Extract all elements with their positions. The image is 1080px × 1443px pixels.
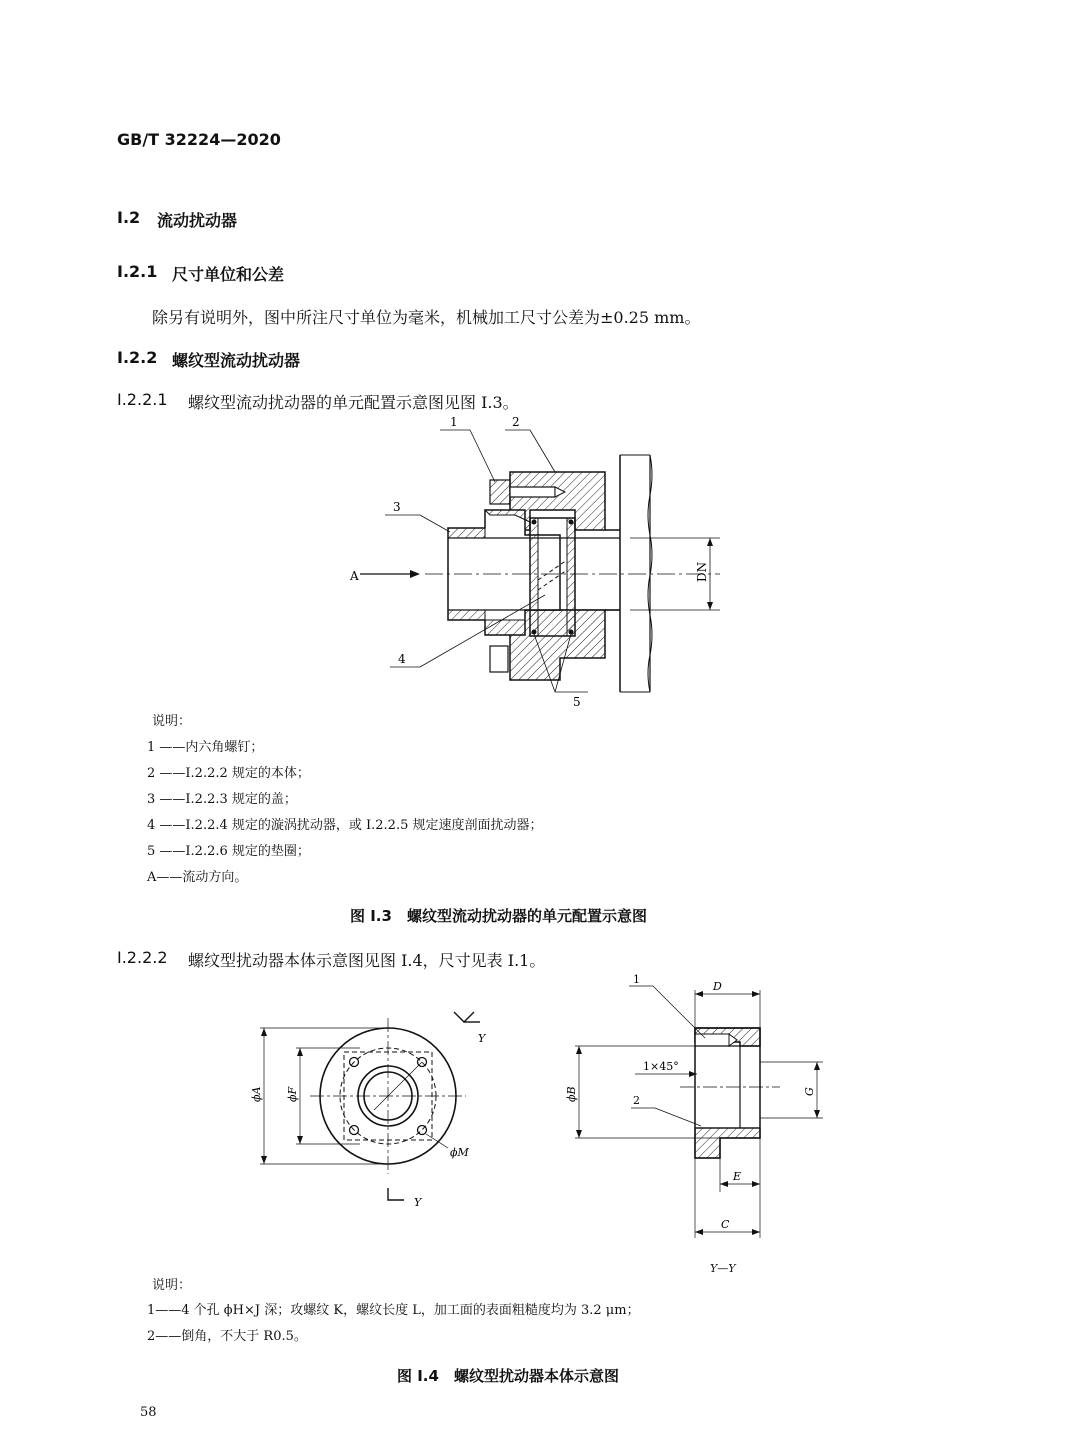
section-I21-number: I.2.1 <box>117 262 158 281</box>
fig3-legend-item: 3 ——I.2.2.3 规定的盖； <box>147 792 297 807</box>
figure-I3-drawing <box>330 410 730 710</box>
fig4-label-c: C <box>721 1218 730 1231</box>
fig4-label-phiM: ϕM <box>450 1146 469 1159</box>
standard-number: GB/T 32224—2020 <box>117 130 281 149</box>
section-I2-title: 流动扰动器 <box>157 211 238 230</box>
fig4-label-e: E <box>733 1170 742 1183</box>
section-I222-text: 螺纹型扰动器本体示意图见图 I.4，尺寸见表 I.1。 <box>188 951 546 970</box>
fig3-label-dn: DN <box>695 561 709 582</box>
fig3-legend-item: 1 ——内六角螺钉； <box>147 740 264 755</box>
section-I221-text: 螺纹型流动扰动器的单元配置示意图见图 I.3。 <box>188 393 519 412</box>
fig4-legend-item: 1——4 个孔 ϕH×J 深；攻螺纹 K，螺纹长度 L，加工面的表面粗糙度均为 3.2 μm； <box>147 1303 640 1318</box>
section-I222-number: I.2.2.2 <box>117 948 168 967</box>
section-I221-number: I.2.2.1 <box>117 390 168 409</box>
section-I21-text: 除另有说明外，图中所注尺寸单位为毫米，机械加工尺寸公差为±0.25 mm。 <box>152 308 701 327</box>
section-I2-number: I.2 <box>117 208 141 227</box>
page-number: 58 <box>140 1405 157 1420</box>
fig4-legend-title: 说明： <box>152 1278 192 1293</box>
fig3-legend-item: A——流动方向。 <box>147 870 248 885</box>
fig4-label-phiB: ϕB <box>565 1086 578 1102</box>
section-I22-number: I.2.2 <box>117 348 158 367</box>
fig4-callout-2: 2 <box>633 1094 640 1107</box>
fig4-legend-item: 2——倒角，不大于 R0.5。 <box>147 1329 307 1344</box>
fig4-label-y-bottom: Y <box>414 1196 422 1209</box>
fig3-legend-item: 4 ——I.2.2.4 规定的漩涡扰动器，或 I.2.2.5 规定速度剖面扰动器； <box>147 818 543 833</box>
fig4-callout-1: 1 <box>633 973 640 986</box>
figure-I4-front-view <box>240 1000 500 1220</box>
fig3-label-arrow: A <box>350 569 359 583</box>
figure-I4-section-view <box>555 970 845 1260</box>
fig3-callout-5: 5 <box>573 695 581 709</box>
fig3-callout-1: 1 <box>450 415 458 429</box>
pipe-wall <box>620 455 652 692</box>
fig4-label-phiA: ϕA <box>250 1086 263 1102</box>
fig3-callout-2: 2 <box>512 415 520 429</box>
fig4-label-g: G <box>803 1087 816 1096</box>
fig3-callout-3: 3 <box>393 500 401 514</box>
fig3-legend-item: 2 ——I.2.2.2 规定的本体； <box>147 766 310 781</box>
fig3-caption: 图 I.3 螺纹型流动扰动器的单元配置示意图 <box>350 907 647 925</box>
fig4-label-y-top: Y <box>478 1032 486 1045</box>
fig4-label-chamfer: 1×45° <box>643 1060 679 1073</box>
fig4-label-section: Y—Y <box>710 1262 736 1275</box>
fig4-label-d: D <box>713 980 722 993</box>
section-I21-title: 尺寸单位和公差 <box>172 265 285 284</box>
section-I22-title: 螺纹型流动扰动器 <box>172 351 301 370</box>
fig3-legend-title: 说明： <box>152 714 192 729</box>
fig3-callout-4: 4 <box>398 652 406 666</box>
fig3-legend-item: 5 ——I.2.2.6 规定的垫圈； <box>147 844 310 859</box>
fig4-caption: 图 I.4 螺纹型扰动器本体示意图 <box>397 1367 619 1385</box>
fig4-label-phiF: ϕF <box>286 1086 299 1102</box>
